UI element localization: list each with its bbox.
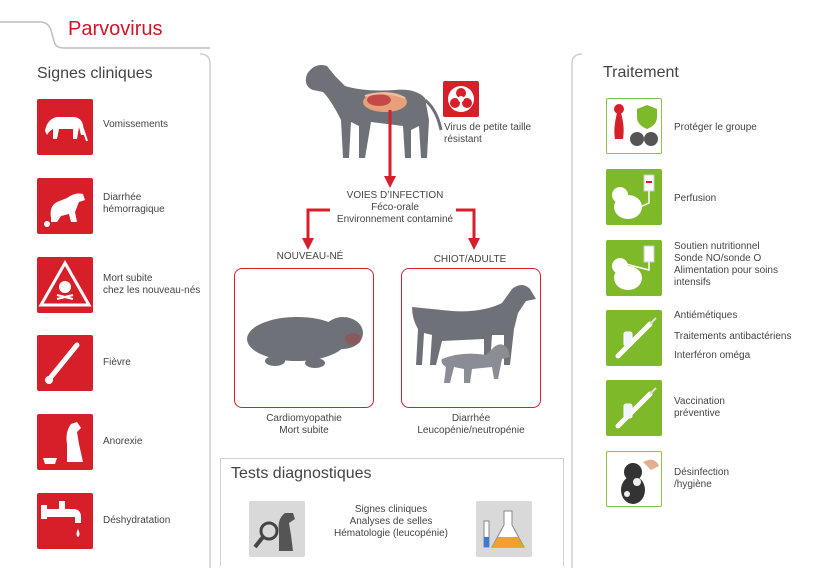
sign-item-anorexia xyxy=(37,414,217,470)
treat-label: Vaccination préventive xyxy=(674,396,725,419)
tests-lines: Signes cliniques Analyses de selles Hématologie (leucopénie) xyxy=(334,504,448,539)
skull-warning-icon xyxy=(37,257,93,313)
page-title: Parvovirus xyxy=(68,18,163,40)
diarrhea-dog-icon xyxy=(37,178,93,234)
treat-label: Soutien nutritionnel Sonde NO/sonde O Alimentation pour soins intensifs xyxy=(674,241,778,288)
adult-box xyxy=(401,268,541,408)
treat-label: Antiémétiques xyxy=(674,310,738,321)
sign-item-fever xyxy=(37,335,217,391)
newborn-caption: Cardiomyopathie Mort subite xyxy=(266,413,342,436)
iv-drip-icon xyxy=(606,169,662,225)
sign-label: Diarrhée hémorragique xyxy=(103,192,165,215)
treat-label: Perfusion xyxy=(674,193,717,204)
sign-label: Mort subite chez les nouveau-nés xyxy=(103,273,201,296)
vomiting-dog-icon xyxy=(37,99,93,155)
sign-label: Déshydratation xyxy=(103,515,171,526)
infection-title: VOIES D’INFECTION xyxy=(346,190,444,201)
treat-item-medication xyxy=(606,310,811,366)
tests-box xyxy=(220,458,564,566)
sign-item-dehydration xyxy=(37,493,217,549)
syringe-icon xyxy=(606,310,662,366)
sign-item-diarrhea xyxy=(37,178,217,234)
treat-item-perfusion xyxy=(606,169,811,225)
tests-title: Tests diagnostiques xyxy=(231,465,372,482)
shield-group-icon xyxy=(606,98,662,154)
infection-routes: Féco-orale Environnement contaminé xyxy=(336,202,454,225)
sign-item-vomiting xyxy=(37,99,217,155)
dog-bowl-icon xyxy=(37,414,93,470)
sign-label: Vomissements xyxy=(103,119,169,130)
clinical-signs-title: Signes cliniques xyxy=(37,65,153,82)
thermometer-icon xyxy=(37,335,93,391)
adult-caption: Diarrhée Leucopénie/neutropénie xyxy=(417,413,525,436)
title-tab xyxy=(0,0,190,48)
sign-item-sudden-death xyxy=(37,257,217,313)
newborn-label: NOUVEAU-NÉ xyxy=(276,251,344,262)
faucet-icon xyxy=(37,493,93,549)
newborn-box xyxy=(234,268,374,408)
treat-item-nutrition xyxy=(606,240,811,296)
adult-puppy-illustration xyxy=(402,269,542,409)
vaccine-syringe-icon xyxy=(606,380,662,436)
treat-label: Désinfection /hygiène xyxy=(674,467,730,490)
magnifier-dog-icon xyxy=(249,501,305,557)
virus-label: Virus de petite taille résistant xyxy=(444,122,532,145)
sign-label: Anorexie xyxy=(103,436,143,447)
treat-label: Protéger le groupe xyxy=(674,122,757,133)
treat-item-protect xyxy=(606,98,811,154)
treat-item-disinfection xyxy=(606,451,811,507)
sign-label: Fièvre xyxy=(103,357,131,368)
treat-label: Traitements antibactériens xyxy=(674,331,792,342)
infection-arrows xyxy=(300,110,490,260)
treat-item-vaccination xyxy=(606,380,811,436)
washing-dog-icon xyxy=(606,451,662,507)
flask-icon xyxy=(476,501,532,557)
newborn-puppy-illustration xyxy=(235,269,375,409)
treatment-title: Traitement xyxy=(603,64,679,81)
treat-label: Interféron oméga xyxy=(674,350,751,361)
adult-label: CHIOT/ADULTE xyxy=(433,254,507,265)
feeding-tube-icon xyxy=(606,240,662,296)
